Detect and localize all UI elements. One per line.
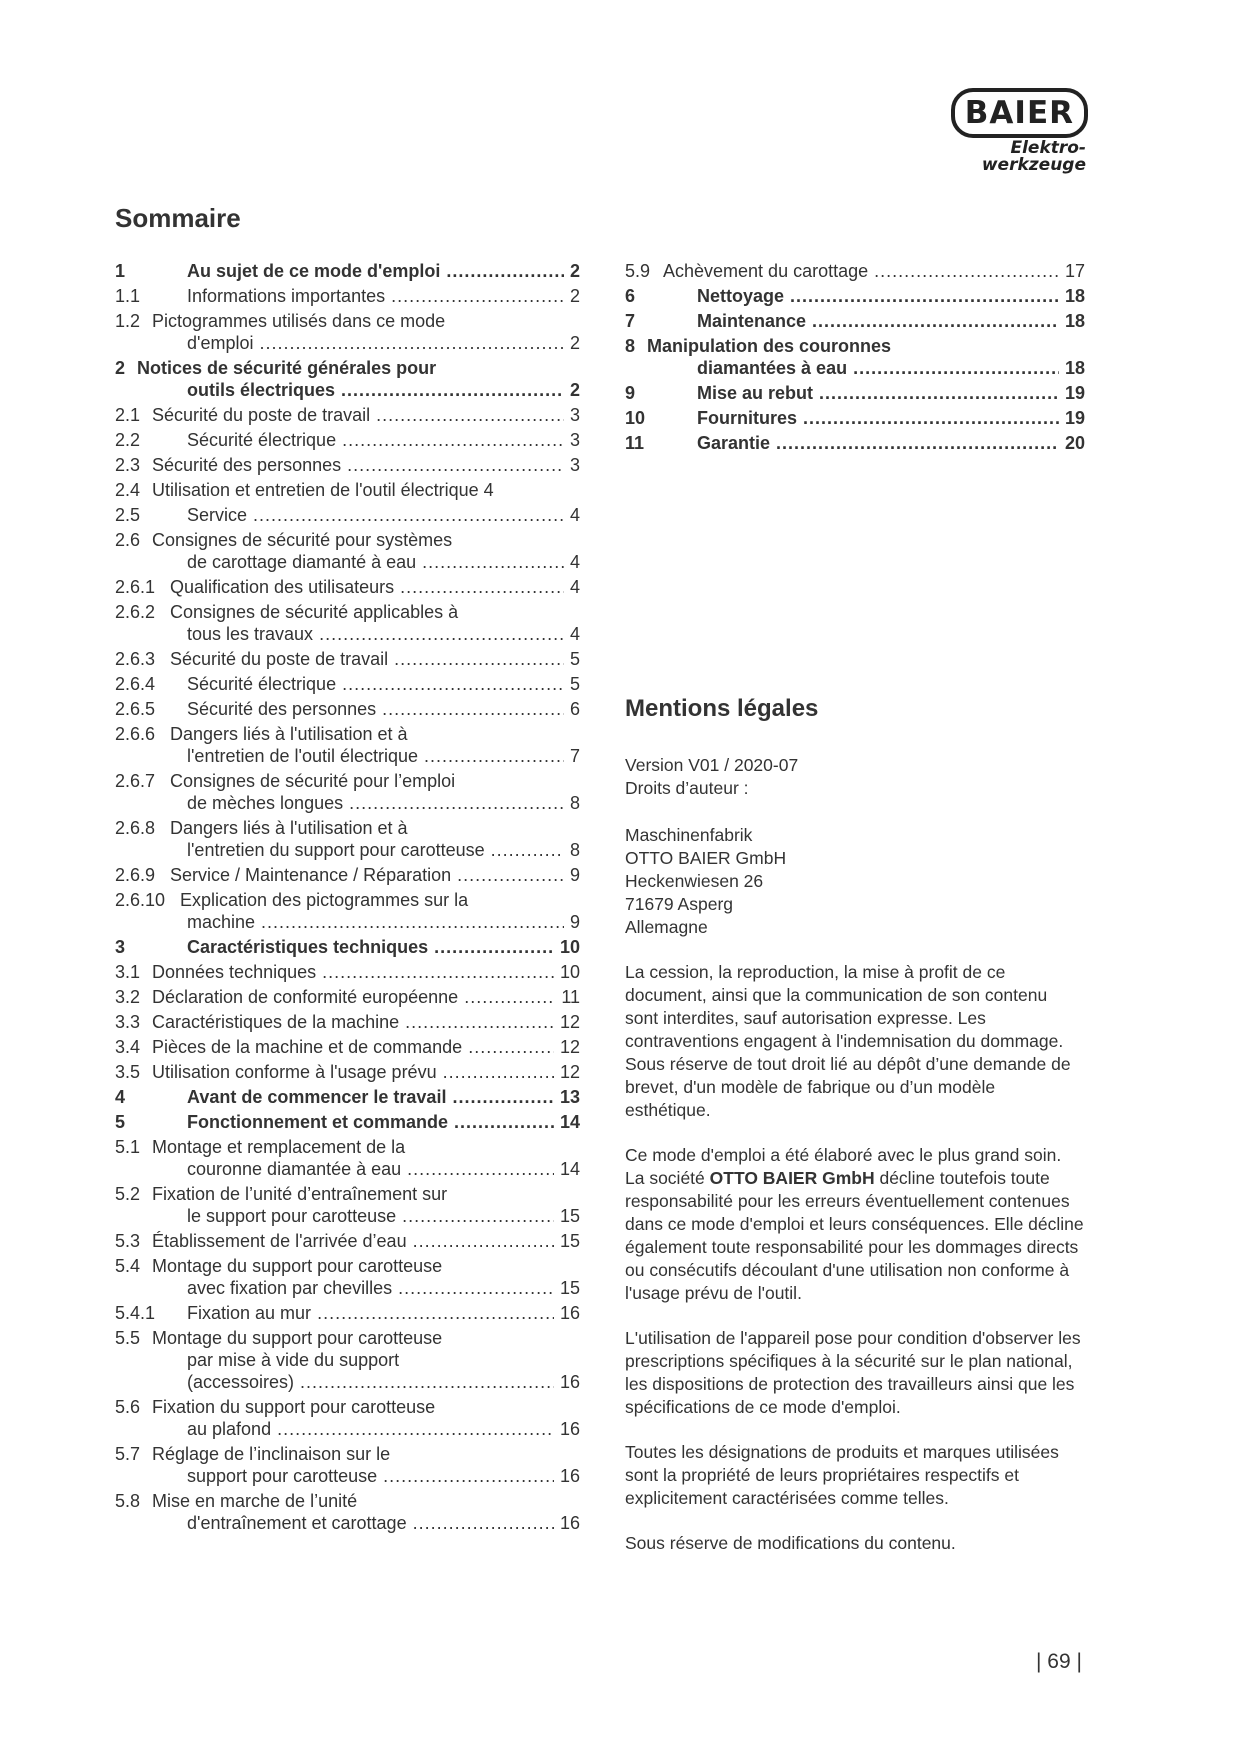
toc-entry [115, 601, 580, 645]
toc-leader-dots [434, 936, 554, 958]
toc-entry-number: 3.1 [115, 962, 141, 982]
address-line: Allemagne [625, 917, 708, 937]
toc-entry-number: 2.6.9 [115, 865, 156, 885]
toc-entry-page: 19 [1064, 408, 1085, 428]
toc-entry-title: l'entretien de l'outil électrique [187, 746, 419, 766]
toc-entry-number: 11 [625, 433, 645, 453]
toc-entry [625, 285, 1085, 307]
toc-entry-page: 18 [1064, 311, 1085, 331]
toc-entry [115, 1327, 580, 1393]
toc-entry-page: 13 [559, 1087, 580, 1107]
toc-entry-title: Mise en marche de l’unité [152, 1491, 358, 1511]
toc-entry-number: 2.6 [115, 530, 141, 550]
legal-paragraph: La cession, la reproduction, la mise à profit de ce document, ainsi que la communication de son contenu sont interdites, sauf autorisation expresse. Les contraventions engagent à l'indemnisation du dommage. Sous réserve de tout droit lié au dépôt d’une demande de brevet, d'un modèle de fabrique ou d’un modèle esthétique. [625, 962, 1071, 1120]
toc-entry-title: Fixation du support pour carotteuse [152, 1397, 436, 1417]
toc-entry-title: Sécurité des personnes [152, 455, 342, 475]
toc-entry-page: 17 [1064, 261, 1085, 281]
toc-entry-page: 3 [569, 455, 580, 475]
toc-entry-title: Fournitures [697, 408, 798, 428]
toc-entry-title: machine [187, 912, 256, 932]
toc-entry-number: 5.5 [115, 1328, 141, 1348]
toc-entry [115, 1183, 580, 1227]
toc-entry-title: d'entraînement et carottage [187, 1513, 407, 1533]
toc-leader-dots [402, 1205, 554, 1227]
toc-entry-title: Maintenance [697, 311, 807, 331]
toc-leader-dots [464, 986, 555, 1008]
toc-leader-dots [424, 745, 564, 767]
toc-entry [115, 698, 580, 720]
toc-entry [115, 285, 580, 307]
toc-entry-number: 1.1 [115, 286, 141, 306]
toc-entry-page: 14 [559, 1112, 580, 1132]
toc-leader-dots [454, 1111, 554, 1133]
address-block [625, 824, 1085, 939]
company-name: OTTO BAIER GmbH [709, 1168, 875, 1188]
toc-entry-number: 5.8 [115, 1491, 141, 1511]
toc-leader-dots [413, 1512, 554, 1534]
toc-entry-number: 2.6.10 [115, 890, 166, 910]
toc-entry-title: Au sujet de ce mode d'emploi [187, 261, 441, 281]
toc-entry-title: Sécurité des personnes [187, 699, 377, 719]
toc-entry-title: Déclaration de conformité européenne [152, 987, 459, 1007]
toc-leader-dots [342, 429, 564, 451]
toc-entry [115, 1011, 580, 1033]
toc-entry-title: Montage du support pour carotteuse [152, 1256, 443, 1276]
toc-entry [115, 961, 580, 983]
toc-entry [115, 1061, 580, 1083]
toc-entry-page: 15 [559, 1278, 580, 1298]
toc-entry-page: 10 [559, 962, 580, 982]
toc-entry-title: Notices de sécurité générales pour [137, 358, 437, 378]
baier-logo [920, 88, 1090, 178]
toc-entry-title: tous les travaux [187, 624, 314, 644]
toc-entry-title: support pour carotteuse [187, 1466, 378, 1486]
toc-entry-title: Sécurité électrique [187, 674, 337, 694]
text-span: décline toutefois toute responsabilité pour les erreurs éventuellement contenues dans ce mode d'emploi et leurs conséquences. Elle décline également toute responsabilité pour les dommages directs ou consécutifs découlant d'une utilisation non conforme à l'usage prévu de l'outil. [625, 1168, 1084, 1303]
logo-brand: BAIER [951, 88, 1088, 138]
toc-entry-title: Avant de commencer le travail [187, 1087, 447, 1107]
toc-entry-number: 2.5 [115, 505, 141, 525]
toc-entry-page: 14 [559, 1159, 580, 1179]
toc-entry-title: Données techniques [152, 962, 317, 982]
toc-entry-page: 16 [559, 1372, 580, 1392]
toc-entry [115, 529, 580, 573]
toc-entry-title: Consignes de sécurité applicables à [170, 602, 459, 622]
toc-entry-number: 2 [115, 358, 126, 378]
toc-entry-title: Service [187, 505, 248, 525]
copyright-line: Droits d’auteur : [625, 778, 749, 798]
toc-entry-title: Caractéristiques de la machine [152, 1012, 400, 1032]
toc-leader-dots [382, 698, 564, 720]
toc-entry-title: l'entretien du support pour carotteuse [187, 840, 485, 860]
toc-leader-dots [253, 504, 564, 526]
toc-leader-dots [819, 382, 1059, 404]
toc-entry-title: Fonctionnement et commande [187, 1112, 449, 1132]
toc-entry-page: 9 [569, 865, 580, 885]
toc-entry-page: 11 [561, 987, 580, 1007]
toc-entry-page: 4 [569, 505, 580, 525]
toc-leader-dots [322, 961, 554, 983]
toc-entry-number: 9 [625, 383, 636, 403]
toc-entry [115, 1136, 580, 1180]
toc-title: Sommaire [115, 203, 241, 233]
toc-entry [115, 864, 580, 886]
toc-entry [115, 429, 580, 451]
toc-entry [115, 770, 580, 814]
toc-entry [115, 576, 580, 598]
toc-entry-number: 8 [625, 336, 636, 356]
toc-entry-page: 12 [559, 1037, 580, 1057]
toc-entry-number: 2.2 [115, 430, 141, 450]
toc-entry-title: Consignes de sécurité pour l’emploi [170, 771, 456, 791]
address-line: Maschinenfabrik [625, 825, 753, 845]
toc-entry-number: 3.3 [115, 1012, 141, 1032]
toc-entry-title: Dangers liés à l'utilisation et à [170, 724, 408, 744]
logo-line-1: Elektro- [1010, 138, 1086, 158]
toc-entry-page: 16 [559, 1303, 580, 1323]
toc-entry-number: 5.9 [625, 261, 651, 281]
toc-leader-dots [277, 1418, 554, 1440]
toc-entry-title: de carottage diamanté à eau [187, 552, 417, 572]
toc-entry [115, 889, 580, 933]
toc-entry-title: outils électriques [187, 380, 336, 400]
toc-entry [115, 1036, 580, 1058]
toc-leader-dots [398, 1277, 554, 1299]
legal-paragraph: L'utilisation de l'appareil pose pour condition d'observer les prescriptions spécifiques à la sécurité sur le plan national, les dispositions de protection des travailleurs ainsi que les spécifications de ce mode d'emploi. [625, 1328, 1081, 1417]
toc-entry [115, 454, 580, 476]
toc-entry [115, 504, 580, 526]
toc-entry [625, 310, 1085, 332]
toc-entry-number: 1.2 [115, 311, 141, 331]
toc-right-column [625, 260, 1085, 457]
toc-entry [115, 673, 580, 695]
toc-leader-dots [383, 1465, 554, 1487]
toc-entry-title: Explication des pictogrammes sur la [180, 890, 469, 910]
toc-entry [115, 648, 580, 670]
toc-leader-dots [874, 260, 1059, 282]
toc-leader-dots [790, 285, 1059, 307]
toc-entry-number: 2.6.5 [115, 699, 156, 719]
toc-entry [115, 817, 580, 861]
address-line: OTTO BAIER GmbH [625, 848, 787, 868]
toc-entry-number: 3.2 [115, 987, 141, 1007]
toc-entry-page: 6 [569, 699, 580, 719]
toc-entry-page: 5 [569, 649, 580, 669]
legal-notice [625, 754, 1085, 1577]
logo-subtitle [982, 140, 1086, 174]
toc-entry [115, 260, 580, 282]
toc-entry-page: 16 [559, 1513, 580, 1533]
toc-entry [115, 1230, 580, 1252]
toc-entry [115, 1490, 580, 1534]
toc-entry [115, 1255, 580, 1299]
toc-entry-page: 16 [559, 1419, 580, 1439]
toc-leader-dots [376, 404, 564, 426]
toc-entry-page: 18 [1064, 286, 1085, 306]
toc-entry-number: 5.7 [115, 1444, 141, 1464]
toc-entry-page: 20 [1064, 433, 1085, 453]
toc-entry-title: Nettoyage [697, 286, 785, 306]
page-number: | 69 | [1036, 1650, 1082, 1673]
toc-entry-title: Pièces de la machine et de commande [152, 1037, 463, 1057]
toc-left-column [115, 260, 580, 1537]
toc-entry-page: 15 [559, 1231, 580, 1251]
toc-entry-title: Consignes de sécurité pour systèmes [152, 530, 453, 550]
toc-entry-page: 12 [559, 1062, 580, 1082]
toc-entry-page: 2 [569, 261, 580, 281]
toc-entry-title: Pictogrammes utilisés dans ce mode [152, 311, 446, 331]
toc-leader-dots [776, 432, 1059, 454]
toc-entry-title: Garantie [697, 433, 771, 453]
toc-entry-page: 7 [569, 746, 580, 766]
toc-entry-title: Montage du support pour carotteuse [152, 1328, 443, 1348]
toc-entry [625, 335, 1085, 379]
toc-leader-dots [446, 260, 564, 282]
toc-entry-page: 12 [559, 1012, 580, 1032]
toc-entry-page: 8 [569, 793, 580, 813]
toc-entry-number: 10 [625, 408, 646, 428]
toc-leader-dots [853, 357, 1059, 379]
toc-entry [625, 407, 1085, 429]
toc-entry-title: Sécurité du poste de travail [152, 405, 371, 425]
toc-entry-title: Réglage de l’inclinaison sur le [152, 1444, 391, 1464]
toc-leader-dots [259, 332, 564, 354]
toc-entry-number: 5.1 [115, 1137, 141, 1157]
toc-entry-title: Utilisation et entretien de l'outil électrique 4 [152, 480, 494, 500]
toc-entry-page: 15 [559, 1206, 580, 1226]
legal-paragraph: Toutes les désignations de produits et marques utilisées sont la propriété de leurs propriétaires respectifs et explicitement caractérisées comme telles. [625, 1442, 1059, 1508]
toc-leader-dots [341, 379, 564, 401]
toc-entry-number: 5.2 [115, 1184, 141, 1204]
toc-entry [625, 382, 1085, 404]
toc-entry-title: Caractéristiques techniques [187, 937, 429, 957]
toc-entry [115, 1302, 580, 1324]
toc-entry [115, 310, 580, 354]
toc-entry-title: (accessoires) [187, 1372, 295, 1392]
toc-leader-dots [349, 792, 564, 814]
toc-entry [115, 1443, 580, 1487]
toc-entry-title: Manipulation des couronnes [647, 336, 892, 356]
toc-entry-title: Fixation de l’unité d’entraînement sur [152, 1184, 448, 1204]
toc-leader-dots [405, 1011, 554, 1033]
toc-entry [115, 936, 580, 958]
toc-entry-page: 19 [1064, 383, 1085, 403]
toc-leader-dots [452, 1086, 554, 1108]
toc-entry-title: par mise à vide du support [187, 1350, 400, 1370]
toc-entry-title: au plafond [187, 1419, 272, 1439]
toc-entry-number: 5 [115, 1112, 126, 1132]
toc-leader-dots [422, 551, 564, 573]
address-line: 71679 Asperg [625, 894, 734, 914]
toc-leader-dots [317, 1302, 554, 1324]
toc-entry-page: 16 [559, 1466, 580, 1486]
logo-line-2: werkzeuge [981, 155, 1086, 175]
toc-entry [625, 260, 1085, 282]
toc-entry [115, 986, 580, 1008]
toc-entry-title: de mèches longues [187, 793, 344, 813]
toc-entry-number: 2.6.6 [115, 724, 156, 744]
toc-entry-title: Sécurité du poste de travail [170, 649, 389, 669]
text-span: Ce mode d'emploi a été élaboré avec le plus grand soin. La société [625, 1145, 1062, 1188]
toc-entry-title: Établissement de l'arrivée d’eau [152, 1231, 407, 1251]
toc-entry-title: le support pour carotteuse [187, 1206, 397, 1226]
toc-entry-title: Qualification des utilisateurs [170, 577, 395, 597]
toc-entry-title: Fixation au mur [187, 1303, 312, 1323]
toc-entry-number: 2.4 [115, 480, 141, 500]
toc-leader-dots [400, 576, 564, 598]
toc-entry [115, 1396, 580, 1440]
toc-entry-number: 5.4 [115, 1256, 141, 1276]
toc-entry-number: 5.4.1 [115, 1303, 156, 1323]
toc-entry-page: 2 [569, 286, 580, 306]
toc-leader-dots [457, 864, 564, 886]
toc-entry-page: 4 [569, 624, 580, 644]
legal-title: Mentions légales [625, 695, 819, 722]
toc-entry-title: Dangers liés à l'utilisation et à [170, 818, 408, 838]
toc-entry-title: Sécurité électrique [187, 430, 337, 450]
toc-entry-number: 5.3 [115, 1231, 141, 1251]
toc-leader-dots [347, 454, 564, 476]
legal-paragraph [625, 1144, 1085, 1305]
toc-leader-dots [394, 648, 564, 670]
toc-entry-title: Mise au rebut [697, 383, 814, 403]
toc-entry-title: Montage et remplacement de la [152, 1137, 406, 1157]
toc-entry-title: d'emploi [187, 333, 254, 353]
toc-entry-number: 2.6.3 [115, 649, 156, 669]
toc-entry [115, 1111, 580, 1133]
toc-leader-dots [468, 1036, 554, 1058]
toc-leader-dots [491, 839, 564, 861]
toc-leader-dots [319, 623, 564, 645]
toc-entry-number: 3.4 [115, 1037, 141, 1057]
toc-entry-page: 8 [569, 840, 580, 860]
toc-entry-title: diamantées à eau [697, 358, 848, 378]
toc-entry-title: Achèvement du carottage [663, 261, 869, 281]
toc-entry-number: 7 [625, 311, 636, 331]
toc-leader-dots [407, 1158, 554, 1180]
toc-entry-title: couronne diamantée à eau [187, 1159, 402, 1179]
toc-entry-number: 3.5 [115, 1062, 141, 1082]
toc-leader-dots [261, 911, 564, 933]
toc-entry-number: 4 [115, 1087, 126, 1107]
toc-entry-number: 2.6.2 [115, 602, 156, 622]
address-line: Heckenwiesen 26 [625, 871, 764, 891]
toc-entry-title: avec fixation par chevilles [187, 1278, 393, 1298]
toc-entry [115, 479, 580, 501]
toc-entry-number: 5.6 [115, 1397, 141, 1417]
toc-entry-page: 3 [569, 430, 580, 450]
toc-leader-dots [342, 673, 564, 695]
toc-leader-dots [812, 310, 1059, 332]
toc-entry-title: Utilisation conforme à l'usage prévu [152, 1062, 437, 1082]
toc-entry-number: 6 [625, 286, 636, 306]
toc-entry-number: 2.6.1 [115, 577, 156, 597]
toc-entry-number: 2.6.8 [115, 818, 156, 838]
toc-entry-page: 2 [569, 333, 580, 353]
toc-entry [115, 723, 580, 767]
toc-entry-page: 9 [569, 912, 580, 932]
toc-entry-number: 2.3 [115, 455, 141, 475]
toc-leader-dots [300, 1371, 554, 1393]
toc-entry-page: 4 [569, 552, 580, 572]
toc-entry-number: 2.6.7 [115, 771, 156, 791]
toc-entry [625, 432, 1085, 454]
toc-entry-number: 1 [115, 261, 126, 281]
toc-entry-number: 3 [115, 937, 126, 957]
toc-entry [115, 404, 580, 426]
toc-entry-page: 3 [569, 405, 580, 425]
toc-entry-page: 10 [559, 937, 580, 957]
toc-entry-page: 5 [569, 674, 580, 694]
toc-leader-dots [443, 1061, 554, 1083]
toc-entry-title: Service / Maintenance / Réparation [170, 865, 452, 885]
toc-entry [115, 1086, 580, 1108]
toc-entry-number: 2.1 [115, 405, 141, 425]
legal-paragraph: Sous réserve de modifications du contenu. [625, 1533, 956, 1553]
toc-entry [115, 357, 580, 401]
toc-leader-dots [803, 407, 1059, 429]
toc-entry-page: 2 [569, 380, 580, 400]
toc-entry-number: 2.6.4 [115, 674, 156, 694]
toc-entry-title: Informations importantes [187, 286, 386, 306]
toc-leader-dots [413, 1230, 554, 1252]
version-line: Version V01 / 2020-07 [625, 755, 799, 775]
toc-entry-page: 4 [569, 577, 580, 597]
toc-entry-page: 18 [1064, 358, 1085, 378]
toc-leader-dots [391, 285, 564, 307]
